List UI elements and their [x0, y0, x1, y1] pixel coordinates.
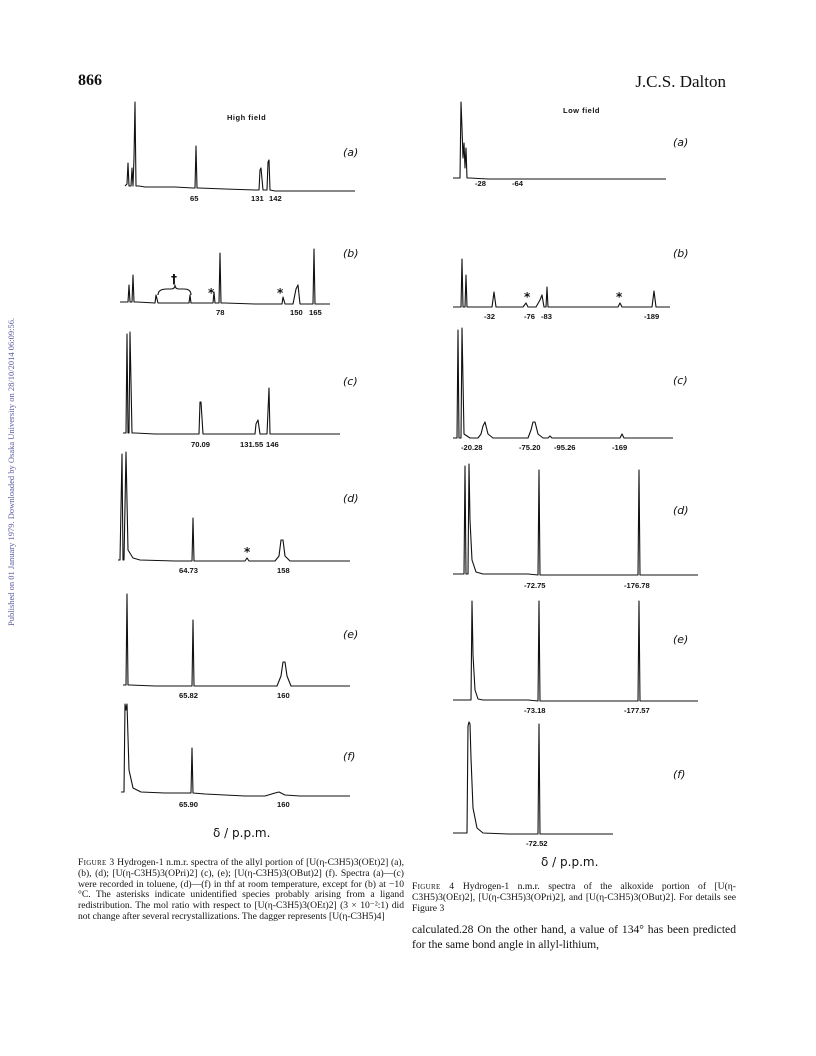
fig4d-tick-1: -72.75 — [524, 581, 546, 590]
fig4b-trace — [453, 259, 670, 307]
fig4b-tick-1: -32 — [484, 312, 495, 321]
fig4b-tick-2: -76 — [524, 312, 535, 321]
fig4c-label: (c) — [673, 374, 688, 387]
fig4c-tick-4: -169 — [612, 443, 628, 452]
fig4-panel-b — [448, 245, 708, 320]
fig4e-trace — [453, 601, 698, 701]
fig3c-label: (c) — [343, 375, 358, 388]
fig3-caption-lead: Figure 3 — [78, 857, 115, 868]
fig3f-tick-2: 160 — [277, 800, 290, 809]
fig3b-tick-1: 78 — [216, 308, 225, 317]
fig3d-label: (d) — [343, 492, 359, 505]
fig4c-tick-3: -95.26 — [554, 443, 576, 452]
fig3-caption-text: Hydrogen-1 n.m.r. spectra of the allyl portion of [U(η-C3H5)3(OEt)2] (a), (b), (d); [U(η-C3H5)3(OPri)2] (c), (e); [U(η-C3H5)3(OBut)2] (f). Spectra (a)—(c) were recorded in toluene, (d)—(f) in thf at room temperature, except for (b) at −10 °C. The asterisks indicate unidentified species probably arising from a ligand redistribution. The mol ratio with respect to [U(η-C3H5)3(OEt)2] (3 × 10⁻²:1) did not change after several recrystallizations. The dagger represents [U(η-C3H5)4] — [78, 857, 404, 922]
fig4b-tick-3: -83 — [541, 312, 552, 321]
fig3d-trace — [118, 452, 350, 561]
fig4e-tick-2: -177.57 — [624, 706, 650, 715]
figure-3 — [0, 0, 408, 960]
fig3e-tick-1: 65.82 — [179, 691, 199, 700]
body-paragraph: calculated.28 On the other hand, a value of 134° has been predicted for the same bond angle in allyl-lithium, — [412, 923, 736, 951]
fig4a-trace — [453, 102, 666, 179]
fig4b-label: (b) — [673, 247, 689, 260]
fig3d-asterisk: * — [244, 545, 251, 559]
fig3f-trace — [121, 704, 350, 796]
fig3b-trace — [120, 249, 330, 304]
fig3f-tick-1: 65.90 — [179, 800, 199, 809]
fig4b-tick-4: -189 — [644, 312, 660, 321]
fig3c-trace — [123, 332, 340, 434]
fig4-panel-a — [448, 98, 708, 193]
fig3-panel-a — [115, 98, 375, 208]
fig4e-tick-1: -73.18 — [524, 706, 546, 715]
fig4-panel-d — [448, 460, 708, 595]
fig3a-label: (a) — [343, 146, 359, 159]
fig3c-tick-1: 70.09 — [191, 440, 211, 449]
fig3d-tick-2: 158 — [277, 566, 290, 575]
fig3-panel-e — [115, 590, 375, 705]
fig4-panel-e — [448, 595, 708, 720]
fig4a-tick-2: -64 — [512, 179, 523, 188]
fig4f-label: (f) — [673, 768, 686, 781]
fig4b-asterisk-1: * — [524, 290, 531, 304]
fig3b-asterisk-2: * — [277, 286, 284, 300]
fig4e-label: (e) — [673, 633, 689, 646]
fig4-caption — [412, 882, 736, 914]
fig4-axis-title: δ / p.p.m. — [541, 855, 599, 869]
fig3b-label: (b) — [343, 247, 359, 260]
fig4b-asterisk-2: * — [616, 290, 623, 304]
fig4-title: Low field — [563, 106, 600, 115]
fig3-title: High field — [227, 113, 267, 122]
fig3a-tick-1: 65 — [190, 194, 199, 203]
figure-4 — [408, 0, 816, 960]
fig4d-trace — [453, 464, 698, 575]
fig3-caption — [78, 858, 404, 923]
download-side-note-text: Published on 01 January 1979. Downloaded by Osaka University on 28/10/2014 06:09:56. — [6, 317, 16, 626]
fig3e-label: (e) — [343, 628, 359, 641]
fig4-panel-f — [448, 718, 708, 853]
running-head: J.C.S. Dalton — [635, 72, 726, 91]
dagger-brace — [158, 285, 191, 295]
fig4d-label: (d) — [673, 504, 689, 517]
fig3-panel-f — [115, 700, 375, 812]
fig4c-tick-1: -20.28 — [461, 443, 483, 452]
fig4f-trace — [453, 722, 613, 834]
fig4-panel-c — [448, 326, 708, 456]
fig4-caption-lead: Figure 4 — [412, 881, 455, 892]
fig3e-tick-2: 160 — [277, 691, 290, 700]
fig3b-tick-3: 165 — [309, 308, 322, 317]
fig3c-tick-3: 146 — [266, 440, 279, 449]
fig3f-label: (f) — [343, 750, 356, 763]
fig4c-tick-2: -75.20 — [519, 443, 541, 452]
page-number: 866 — [78, 72, 102, 89]
dagger-mark: † — [171, 272, 177, 286]
fig3-panel-d — [115, 450, 375, 580]
fig4d-tick-2: -176.78 — [624, 581, 650, 590]
fig3a-tick-3: 142 — [269, 194, 282, 203]
fig4f-tick-1: -72.52 — [526, 839, 548, 848]
fig3b-asterisk-1: * — [208, 286, 215, 300]
fig4-caption-text: Hydrogen-1 n.m.r. spectra of the alkoxide portion of [U(η-C3H5)3(OEt)2], [U(η-C3H5)3(OPri)2], and [U(η-C3H5)3(OBut)2]. For details see Figure 3 — [412, 881, 737, 914]
fig3d-tick-1: 64.73 — [179, 566, 199, 575]
fig4a-label: (a) — [673, 136, 689, 149]
fig3-panel-c — [115, 330, 375, 455]
fig4a-tick-1: -28 — [475, 179, 486, 188]
fig3a-tick-2: 131 — [251, 194, 264, 203]
fig4c-trace — [453, 328, 673, 438]
fig3-panel-b — [115, 245, 375, 320]
fig3b-tick-2: 150 — [290, 308, 303, 317]
fig3-axis-title: δ / p.p.m. — [213, 826, 271, 840]
fig3c-tick-2: 131.55 — [240, 440, 264, 449]
fig3e-trace — [123, 594, 350, 686]
